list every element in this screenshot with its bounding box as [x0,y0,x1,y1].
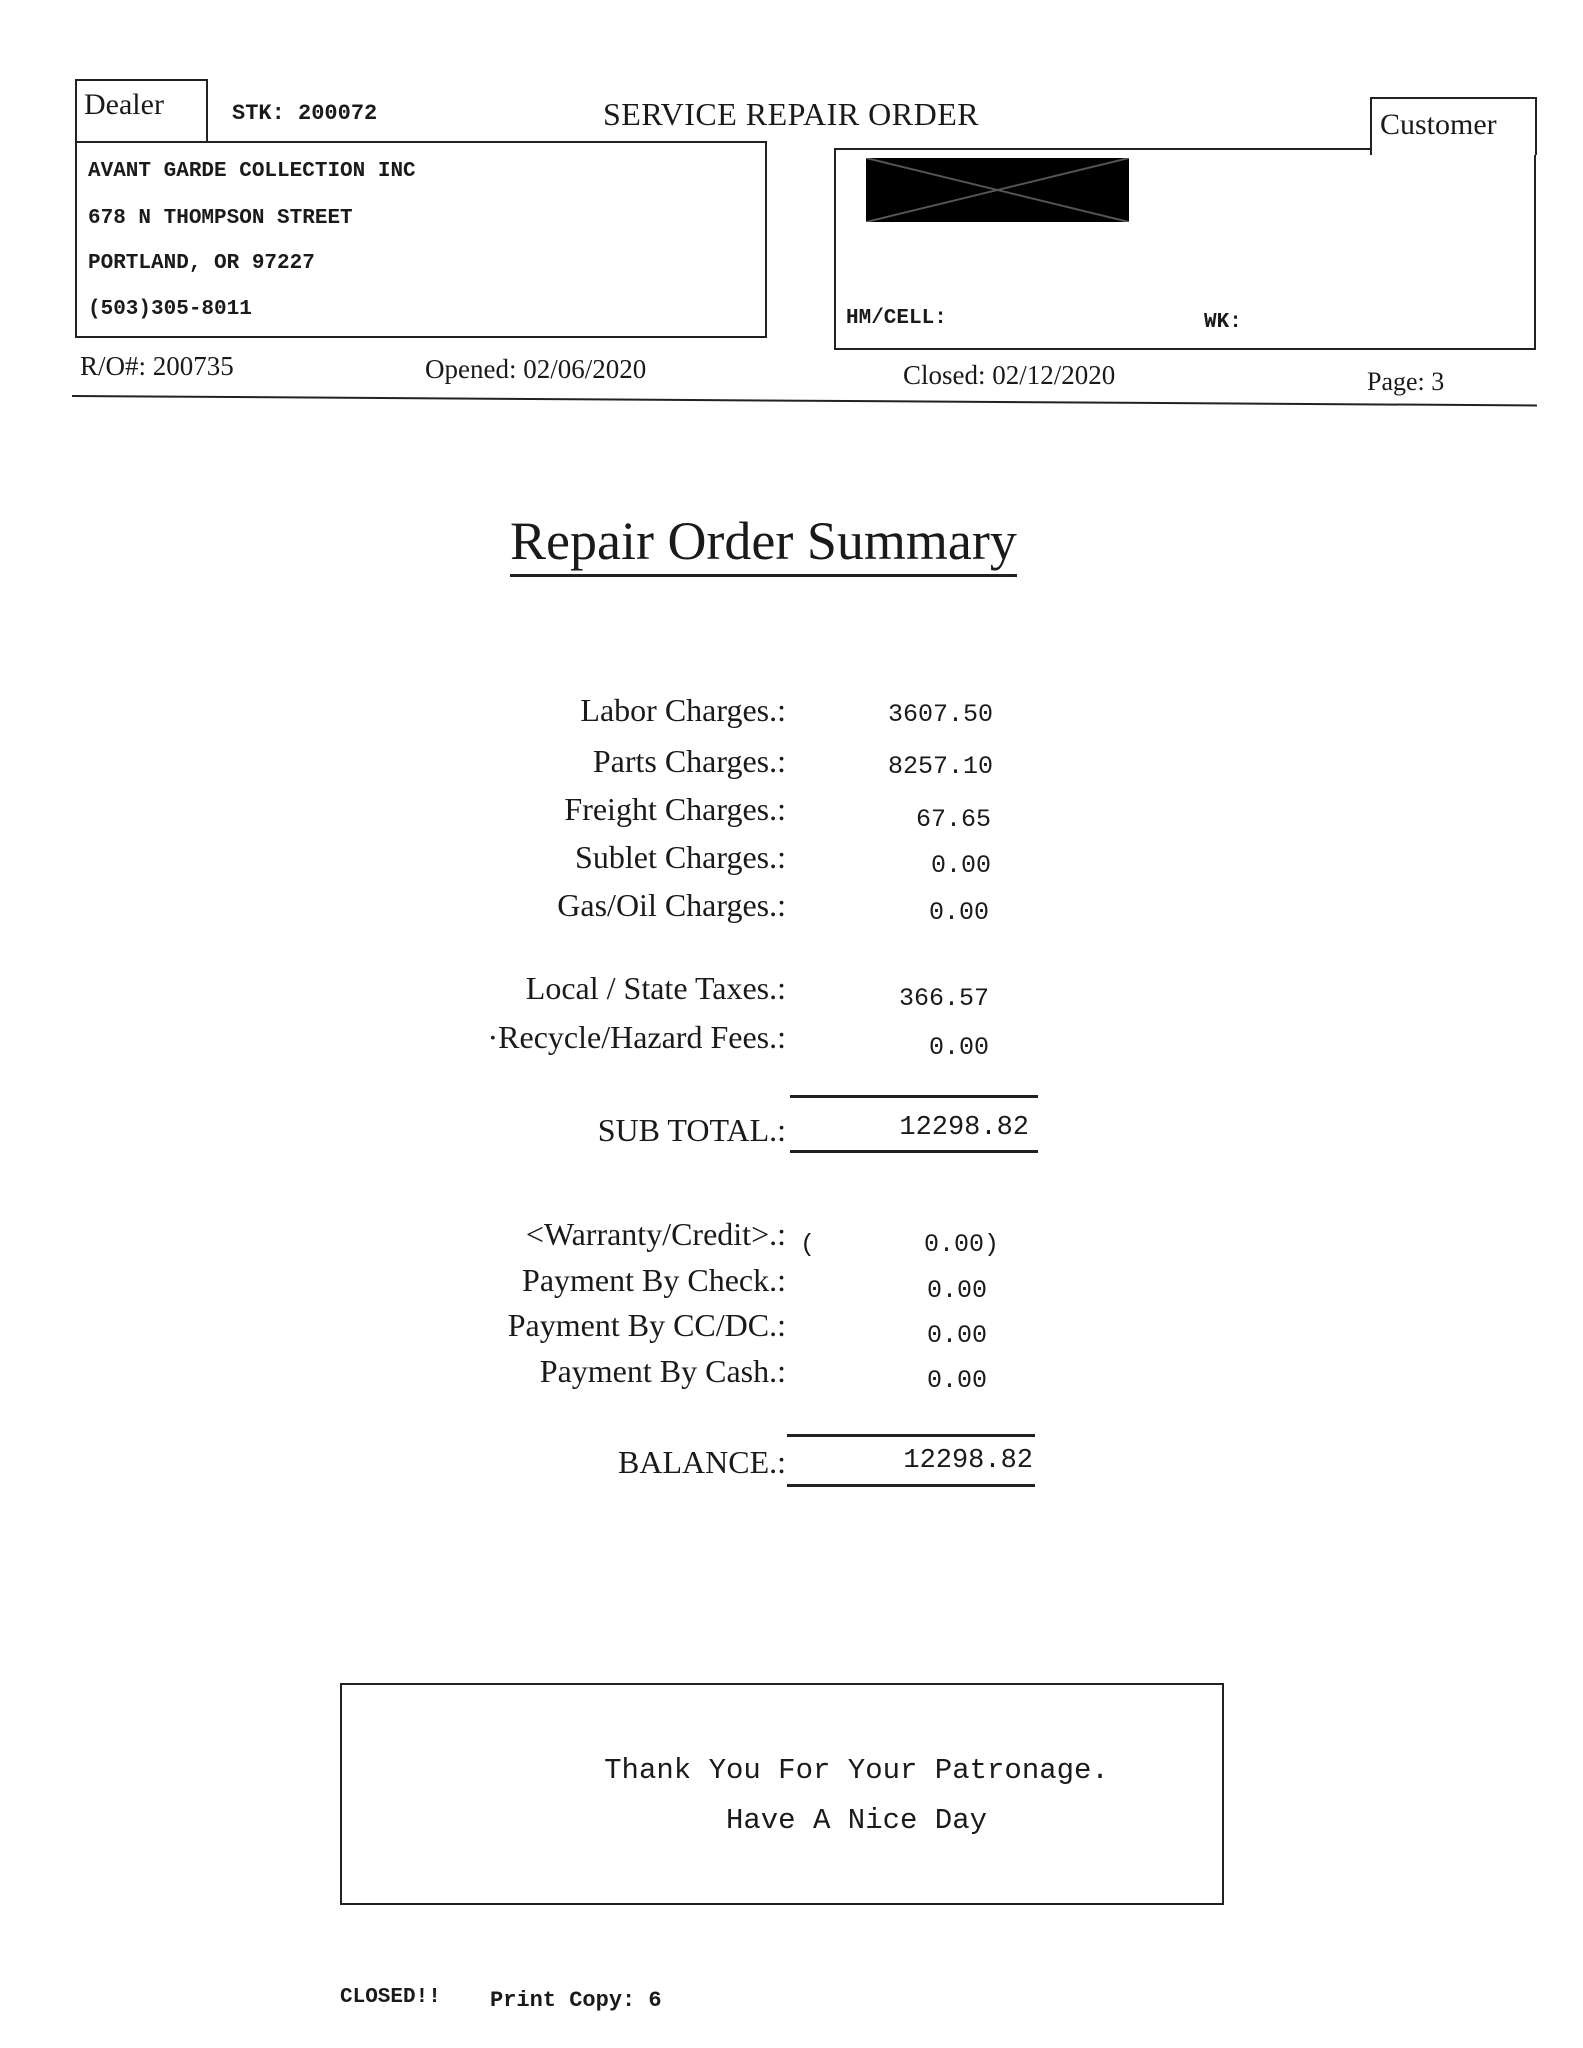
taxes-label: Local / State Taxes.: [525,970,786,1006]
dealer-label: Dealer [84,88,164,121]
warranty-credit-label: <Warranty/Credit>.: [525,1216,786,1252]
subtotal-bottom-rule [790,1150,1038,1153]
payment-cash-value: 0.00 [926,1366,987,1395]
labor-charges-label: Labor Charges.: [580,692,786,728]
gas-oil-charges-value: 0.00 [928,898,989,927]
hm-cell-label: HM/CELL: [846,307,947,330]
stock-number: STK: 200072 [232,101,378,126]
payment-check-label: Payment By Check.: [522,1262,786,1298]
subtotal-label: SUB TOTAL.: [597,1112,786,1148]
thank-you-line-2: Have A Nice Day [725,1804,988,1837]
warranty-credit-value: 0.00) [923,1230,999,1259]
subtotal-top-rule [790,1095,1038,1098]
balance-label: BALANCE.: [618,1444,786,1480]
dealer-phone: (503)305-8011 [88,298,252,321]
payment-cash-label: Payment By Cash.: [539,1353,786,1389]
gas-oil-charges-label: Gas/Oil Charges.: [557,887,786,923]
redaction-block [866,158,1129,222]
balance-value: 12298.82 [903,1446,1033,1476]
thank-you-box [340,1683,1224,1905]
recycle-fees-label: ·Recycle/Hazard Fees.: [487,1019,786,1055]
summary-title: Repair Order Summary [510,510,1017,577]
ro-number: R/O#: 200735 [80,351,234,381]
closed-date: Closed: 02/12/2020 [903,360,1116,390]
payment-cc-label: Payment By CC/DC.: [507,1307,786,1343]
redaction-cross-icon [866,158,1129,222]
dealer-city: PORTLAND, OR 97227 [88,252,315,275]
dealer-name: AVANT GARDE COLLECTION INC [88,160,416,183]
freight-charges-label: Freight Charges.: [564,791,786,827]
page-number: Page: 3 [1367,367,1445,396]
labor-charges-value: 3607.50 [887,700,993,729]
wk-label: WK: [1204,311,1242,334]
dealer-street: 678 N THOMPSON STREET [88,207,353,230]
warranty-open-paren: ( [800,1230,816,1259]
balance-top-rule [787,1434,1035,1437]
balance-bottom-rule [787,1484,1035,1487]
payment-cc-value: 0.00 [926,1321,987,1350]
parts-charges-value: 8257.10 [887,752,993,781]
header-divider [72,395,1537,406]
recycle-fees-value: 0.00 [928,1033,989,1062]
payment-check-value: 0.00 [926,1276,987,1305]
sublet-charges-label: Sublet Charges.: [575,839,786,875]
print-copy: Print Copy: 6 [490,1988,662,2013]
taxes-value: 366.57 [898,984,989,1013]
opened-date: Opened: 02/06/2020 [425,354,647,384]
closed-flag: CLOSED!! [340,1986,441,2009]
customer-label: Customer [1380,108,1497,141]
freight-charges-value: 67.65 [915,805,991,834]
thank-you-line-1: Thank You For Your Patronage. [604,1754,1109,1787]
sublet-charges-value: 0.00 [930,851,991,880]
document-title: SERVICE REPAIR ORDER [603,96,980,132]
subtotal-value: 12298.82 [899,1113,1029,1143]
parts-charges-label: Parts Charges.: [592,743,786,779]
